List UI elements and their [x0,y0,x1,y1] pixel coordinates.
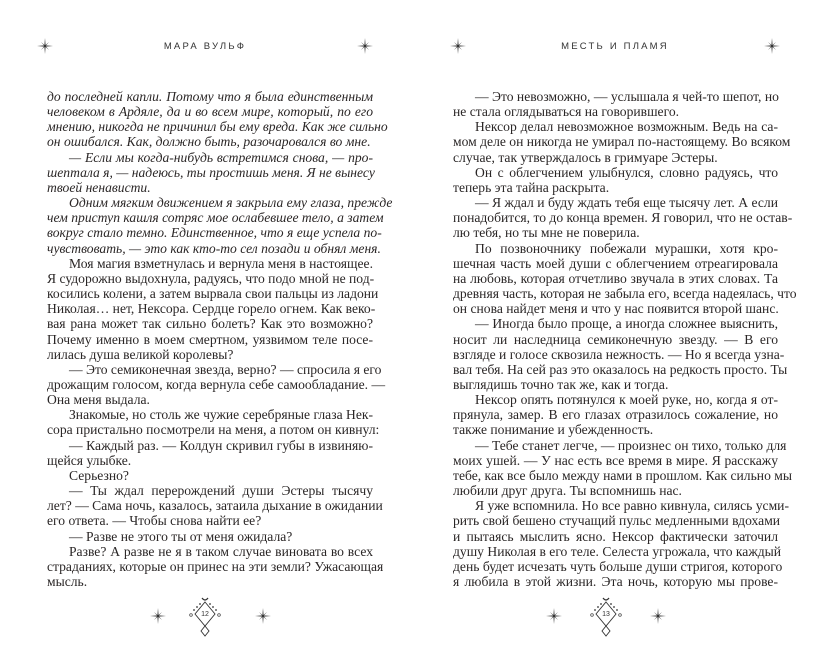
diamond-ornament-icon [582,596,630,640]
page-body-text [47,89,393,589]
text-line: — Каждый раз. — Колдун скривил губы в извиняю- [69,437,373,453]
text-line: мом деле он никогда не умирал по-настоящему. Во всяком [453,134,791,150]
folio-ornament [181,596,229,640]
paragraph [453,89,778,119]
text-line: чем приступ кашля сотряс мое ослабевшее тело, а затем [47,210,384,226]
text-line: случае, так утверждалось в гримуаре Эстеры. [453,149,718,165]
paragraph [47,468,373,483]
text-line: любили друг друга. Ты вспомнишь нас. [453,483,682,499]
text-line: Серьезно? [69,467,129,483]
paragraph [453,240,797,317]
page-header [37,38,373,58]
text-line: дрожащим голосом, когда вернула себе самообладание. — [47,376,386,392]
folio-ornament [582,596,630,640]
page-footer [0,596,410,640]
text-line: рить свой бешено стучащий пульс медленными вдохами [453,513,781,529]
text-line: душу Николая в его теле. Селеста угрожала, что каждый [453,543,782,559]
text-line: — Это семиконечная звезда, верно? — спросила я его [69,361,382,377]
paragraph [47,543,384,589]
text-line: Он с облегчением улыбнулся, словно радуясь, что [475,164,778,180]
text-line: взгляде и голосе сквозила нежность. — Но я всегда узна- [453,346,785,362]
text-line: косились колени, а затем вырвала свои пальцы из ладони [47,286,379,302]
text-line: Я судорожно выдохнула, радуясь, что подо мной не под- [47,270,375,286]
running-head-title: МЕСТЬ И ПЛАМЯ [561,41,669,52]
text-line: лет? — Сама ночь, казалось, затаила дыхание в ожидании [47,498,383,514]
text-line: теперь эта тайна раскрыта. [453,179,610,195]
paragraph [453,437,792,499]
page-footer [410,596,820,640]
paragraph [47,150,373,195]
text-line: Почему именно в моем смертном, уязвимом теле посе- [47,331,373,347]
paragraph [47,483,383,529]
right-page [410,0,820,662]
text-line: Нексор опять потянулся к моей руке, но, когда я от- [475,392,778,408]
text-line: — Это невозможно, — услышала я чей-то шепот, но [475,89,779,104]
paragraph [47,438,373,468]
page-header [450,38,780,58]
text-line: твоей ненависти. [47,179,151,195]
paragraph [47,255,379,362]
text-line: мысль. [47,574,88,589]
text-line: носит ли наследница семиконечную звезду. — В его [453,331,778,347]
star-ornament-icon [764,38,780,54]
text-line: — Разве не этого ты от меня ожидала? [69,528,293,544]
running-head-author: МАРА ВУЛЬФ [163,41,247,52]
text-line: тебе, как все было между нами в прошлом. Как сильно мы [453,467,792,483]
text-line: день будет исчезать чуть больше души стригоя, которого [453,558,783,574]
text-line: чувствовать, — это как кто-то сел позади и обнял меня. [47,240,381,256]
text-line: мнению, никогда не причинил бы ему вреда. Как же сильно [47,119,388,135]
text-line: вокруг стало темно. Единственное, что я еще успела по- [47,225,382,241]
text-line: вал тебя. На сей раз это оказалось на редкость просто. Ты [453,361,788,377]
text-line: — Тебе станет легче, — произнес он тихо, только для [475,437,787,453]
text-line: сора пристально посмотрели на меня, а потом он кивнул: [47,422,380,438]
star-ornament-icon [546,608,562,624]
paragraph [453,165,778,195]
paragraph [47,89,388,150]
text-line: прянула, замер. В его глазах отразилось сожаление, но [453,407,778,423]
diamond-ornament-icon [181,596,229,640]
page-number: 12 [201,611,209,618]
text-line: Она меня выдала. [47,392,150,408]
text-line: — Ты ждал перерождений души Эстеры тысячу [69,483,373,499]
paragraph [453,498,789,589]
text-line: понадобится, то до конца времен. Я говорил, что не остав- [453,210,793,226]
text-line: и пытаясь мыслить ясно. Нексор фактически заточил [453,528,778,544]
text-line: на любовь, которая отчетливо звучала в этих словах. Та [453,270,778,286]
text-line: Николая… нет, Нексора. Сердце горело огнем. Как веко- [47,301,376,317]
text-line: Одним мягким движением я закрыла ему глаза, прежде [69,195,393,211]
star-ornament-icon [255,608,271,624]
text-line: моих ушей. — У нас есть все время в мире. Я расскажу [453,452,778,468]
text-line: его ответа. — Чтобы снова найти ее? [47,513,262,529]
paragraph [47,361,386,408]
star-ornament-icon [650,608,666,624]
text-line: Нексор делал невозможное возможным. Ведь на са- [475,119,778,135]
paragraph [47,407,380,438]
text-line: также понимание и убежденность. [453,422,654,438]
text-line: человеком в Ардяле, да и во всем мире, который, по его [47,104,373,120]
page-number: 13 [602,611,610,618]
text-line: Я уже вспомнила. Но все равно кивнула, силясь усми- [475,498,789,514]
text-line: он снова найдет меня и что у нас появится второй шанс. [453,301,779,317]
star-ornament-icon [150,608,166,624]
text-line: — Если мы когда-нибудь встретимся снова, — про- [69,149,373,165]
star-ornament-icon [357,38,373,54]
paragraph [453,195,793,241]
text-line: Моя магия взметнулась и вернула меня в настоящее. [69,255,373,271]
text-line: шептала я, — надеюсь, ты простишь меня. Я не вынесу [47,164,375,180]
text-line: — Иногда было проще, а иногда сложнее выяснить, [475,316,778,332]
paragraph [453,119,791,165]
paragraph [47,529,373,544]
text-line: до последней капли. Потому что я была единственным [47,89,373,104]
text-line: вая рана может так сильно болеть? Как это возможно? [47,316,373,332]
text-line: не стала оглядываться на говорившего. [453,104,680,120]
text-line: Разве? А разве не я в таком случае виновата во всех [69,543,373,559]
text-line: По позвоночнику побежали мурашки, хотя кро- [475,240,778,256]
paragraph [453,392,778,437]
text-line: выглядишь точно так же, как и тогда. [453,376,669,392]
text-line: древняя часть, которая не забыла его, всегда надеялась, что [453,286,797,302]
text-line: — Я ждал и буду ждать тебя еще тысячу лет. А если [475,195,778,211]
text-line: Знакомые, но столь же чужие серебряные глаза Нек- [69,407,373,423]
text-line: лилась душа великой королевы? [47,346,234,362]
text-line: лю тебя, но ты мне не поверила. [453,225,640,241]
text-line: я любила в этой жизни. Эта ночь, которую мы прове- [453,574,778,589]
text-line: шечная часть моей души с облегчением отреагировала [453,255,778,271]
page-body-text [453,89,797,589]
text-line: страданиях, которые он принес на эти земли? Ужасающая [47,558,384,574]
paragraph [47,195,393,256]
text-line: щейся улыбке. [47,452,132,468]
paragraph [453,316,788,392]
text-line: он ошибался. Как, должно быть, разочаровался во мне. [47,134,371,150]
